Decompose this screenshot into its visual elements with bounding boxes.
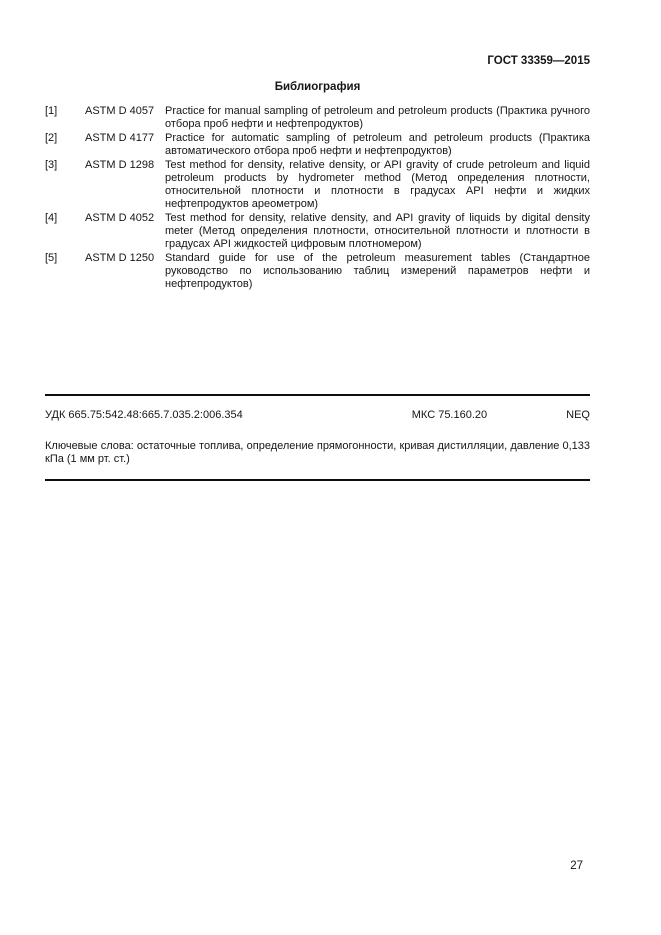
reference-list: [45, 105, 590, 291]
reference-code: ASTM D 1250: [85, 252, 155, 264]
doc-header: [45, 55, 590, 68]
doc-number: ГОСТ 33359—2015: [487, 55, 590, 67]
reference-text: Standard guide for use of the petroleum measurement tables (Стандартное руководство по использованию таблиц измерений параметров нефти и нефтепродуктов): [165, 252, 590, 290]
reference-code: ASTM D 4057: [85, 105, 155, 117]
reference-text: Test method for density, relative density, and API gravity of liquids by digital density meter (Метод определения плотности, относительной плотности и плотности в градусах API жидкостей цифровым плотномером): [165, 212, 590, 250]
reference-number: [3]: [45, 159, 58, 171]
keywords-paragraph: Ключевые слова: остаточные топлива, определение прямогонности, кривая дистилляции, давление 0,133 кПа (1 мм рт. ст.): [45, 440, 590, 465]
divider-top: [45, 394, 590, 396]
reference-text: Practice for automatic sampling of petroleum and petroleum products (Практика автоматического отбора проб нефти и нефтепродуктов): [165, 132, 590, 157]
reference-code: ASTM D 4177: [85, 132, 155, 144]
reference-number: [2]: [45, 132, 58, 144]
reference-item: [45, 159, 590, 211]
reference-item: [45, 132, 590, 158]
reference-number: [4]: [45, 212, 58, 224]
reference-number: [1]: [45, 105, 58, 117]
reference-code: ASTM D 4052: [85, 212, 155, 224]
udk-code: УДК 665.75:542.48:665.7.035.2:006.354: [45, 409, 243, 421]
divider-bottom: [45, 479, 590, 481]
reference-item: [45, 212, 590, 251]
reference-number: [5]: [45, 252, 58, 264]
reference-text: Test method for density, relative density, or API gravity of crude petroleum and liquid petroleum products by hydrometer method (Метод определения плотности, относительной плотности и плотности в градусах API нефти и жидких нефтепродуктов ареометром): [165, 159, 590, 210]
page-number: 27: [570, 860, 583, 872]
reference-item: [45, 105, 590, 131]
mks-code: МКС 75.160.20: [411, 409, 488, 421]
classification-codes-row: [45, 409, 590, 422]
reference-code: ASTM D 1298: [85, 159, 155, 171]
reference-text: Practice for manual sampling of petroleum and petroleum products (Практика ручного отбора проб нефти и нефтепродуктов): [165, 105, 590, 130]
bibliography-title: Библиография: [274, 81, 361, 93]
neq-label: NEQ: [566, 409, 590, 421]
reference-item: [45, 252, 590, 291]
